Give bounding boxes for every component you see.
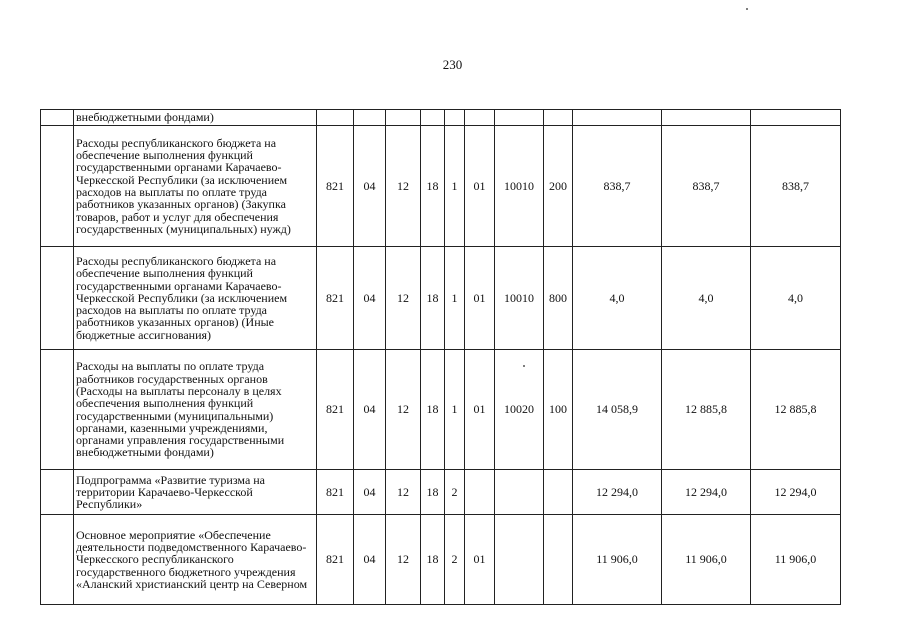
code-direction: 10010 bbox=[495, 247, 544, 350]
code-event: 01 bbox=[465, 515, 495, 605]
code-subprogram bbox=[445, 110, 465, 126]
amount-year-1: 11 906,0 bbox=[573, 515, 662, 605]
table-row bbox=[41, 126, 841, 247]
code-direction: 10010 bbox=[495, 126, 544, 247]
row-number-cell bbox=[41, 110, 74, 126]
code-section: 04 bbox=[354, 470, 386, 515]
row-description: внебюджетными фондами) bbox=[74, 110, 317, 126]
row-description: Расходы республиканского бюджета на обеспечение выполнения функций государственными органами Карачаево-Черкесской Республики (за исключением расходов на выплаты по оплате труда работников указанных органов) (Иные бюджетные ассигнования) bbox=[74, 247, 317, 350]
code-ministry: 821 bbox=[317, 470, 354, 515]
scan-speck bbox=[746, 8, 748, 10]
table-row bbox=[41, 470, 841, 515]
code-ministry: 821 bbox=[317, 126, 354, 247]
code-event bbox=[465, 470, 495, 515]
table-row bbox=[41, 515, 841, 605]
code-subprogram: 1 bbox=[445, 247, 465, 350]
amount-year-2: 4,0 bbox=[662, 247, 751, 350]
amount-year-3: 12 885,8 bbox=[751, 350, 841, 470]
code-subsection bbox=[386, 110, 421, 126]
code-program: 18 bbox=[421, 470, 445, 515]
code-section: 04 bbox=[354, 126, 386, 247]
page-number: 230 bbox=[442, 57, 463, 72]
code-section bbox=[354, 110, 386, 126]
row-number-cell bbox=[41, 350, 74, 470]
amount-year-1: 12 294,0 bbox=[573, 470, 662, 515]
code-subsection: 12 bbox=[386, 350, 421, 470]
code-subprogram: 2 bbox=[445, 470, 465, 515]
table-row bbox=[41, 110, 841, 126]
amount-year-2: 11 906,0 bbox=[662, 515, 751, 605]
amount-year-1: 4,0 bbox=[573, 247, 662, 350]
code-expense-type: 200 bbox=[544, 126, 573, 247]
amount-year-2: 838,7 bbox=[662, 126, 751, 247]
code-program: 18 bbox=[421, 515, 445, 605]
table-row bbox=[41, 350, 841, 470]
row-number-cell bbox=[41, 470, 74, 515]
code-subsection: 12 bbox=[386, 515, 421, 605]
amount-year-2: 12 294,0 bbox=[662, 470, 751, 515]
code-ministry bbox=[317, 110, 354, 126]
amount-year-1: 838,7 bbox=[573, 126, 662, 247]
code-direction bbox=[495, 110, 544, 126]
code-program: 18 bbox=[421, 126, 445, 247]
code-program: 18 bbox=[421, 350, 445, 470]
amount-year-2: 12 885,8 bbox=[662, 350, 751, 470]
row-description: Расходы на выплаты по оплате труда работников государственных органов (Расходы на выплаты персоналу в целях обеспечения выполнения функций государственными (муниципальными) органами, казенными учреждениями, органами управления государственными внебюджетными фондами) bbox=[74, 350, 317, 470]
code-direction: 10020 bbox=[495, 350, 544, 470]
row-number-cell bbox=[41, 247, 74, 350]
code-ministry: 821 bbox=[317, 247, 354, 350]
code-subsection: 12 bbox=[386, 126, 421, 247]
code-subprogram: 1 bbox=[445, 126, 465, 247]
code-event: 01 bbox=[465, 126, 495, 247]
code-section: 04 bbox=[354, 515, 386, 605]
amount-year-3: 4,0 bbox=[751, 247, 841, 350]
code-subprogram: 1 bbox=[445, 350, 465, 470]
code-direction bbox=[495, 470, 544, 515]
row-description: Расходы республиканского бюджета на обеспечение выполнения функций государственными органами Карачаево-Черкесской Республики (за исключением расходов на выплаты по оплате труда работников указанных органов) (Закупка товаров, работ и услуг для обеспечения государственных (муниципальных) нужд) bbox=[74, 126, 317, 247]
budget-table bbox=[40, 109, 841, 605]
code-expense-type bbox=[544, 110, 573, 126]
amount-year-1: 14 058,9 bbox=[573, 350, 662, 470]
code-event: 01 bbox=[465, 247, 495, 350]
amount-year-3: 12 294,0 bbox=[751, 470, 841, 515]
code-ministry: 821 bbox=[317, 350, 354, 470]
code-expense-type: 100 bbox=[544, 350, 573, 470]
row-number-cell bbox=[41, 126, 74, 247]
code-event bbox=[465, 110, 495, 126]
table-row bbox=[41, 247, 841, 350]
code-section: 04 bbox=[354, 247, 386, 350]
amount-year-2 bbox=[662, 110, 751, 126]
code-direction bbox=[495, 515, 544, 605]
code-section: 04 bbox=[354, 350, 386, 470]
amount-year-3: 838,7 bbox=[751, 126, 841, 247]
code-expense-type bbox=[544, 515, 573, 605]
amount-year-1 bbox=[573, 110, 662, 126]
amount-year-3 bbox=[751, 110, 841, 126]
row-description: Подпрограмма «Развитие туризма на территории Карачаево-Черкесской Республики» bbox=[74, 470, 317, 515]
code-subsection: 12 bbox=[386, 470, 421, 515]
code-program: 18 bbox=[421, 247, 445, 350]
code-program bbox=[421, 110, 445, 126]
row-number-cell bbox=[41, 515, 74, 605]
code-subsection: 12 bbox=[386, 247, 421, 350]
code-expense-type: 800 bbox=[544, 247, 573, 350]
code-event: 01 bbox=[465, 350, 495, 470]
code-expense-type bbox=[544, 470, 573, 515]
code-subprogram: 2 bbox=[445, 515, 465, 605]
code-ministry: 821 bbox=[317, 515, 354, 605]
row-description: Основное мероприятие «Обеспечение деятельности подведомственного Карачаево-Черкесского республиканского государственного бюджетного учреждения «Аланский христианский центр на Северном bbox=[74, 515, 317, 605]
amount-year-3: 11 906,0 bbox=[751, 515, 841, 605]
